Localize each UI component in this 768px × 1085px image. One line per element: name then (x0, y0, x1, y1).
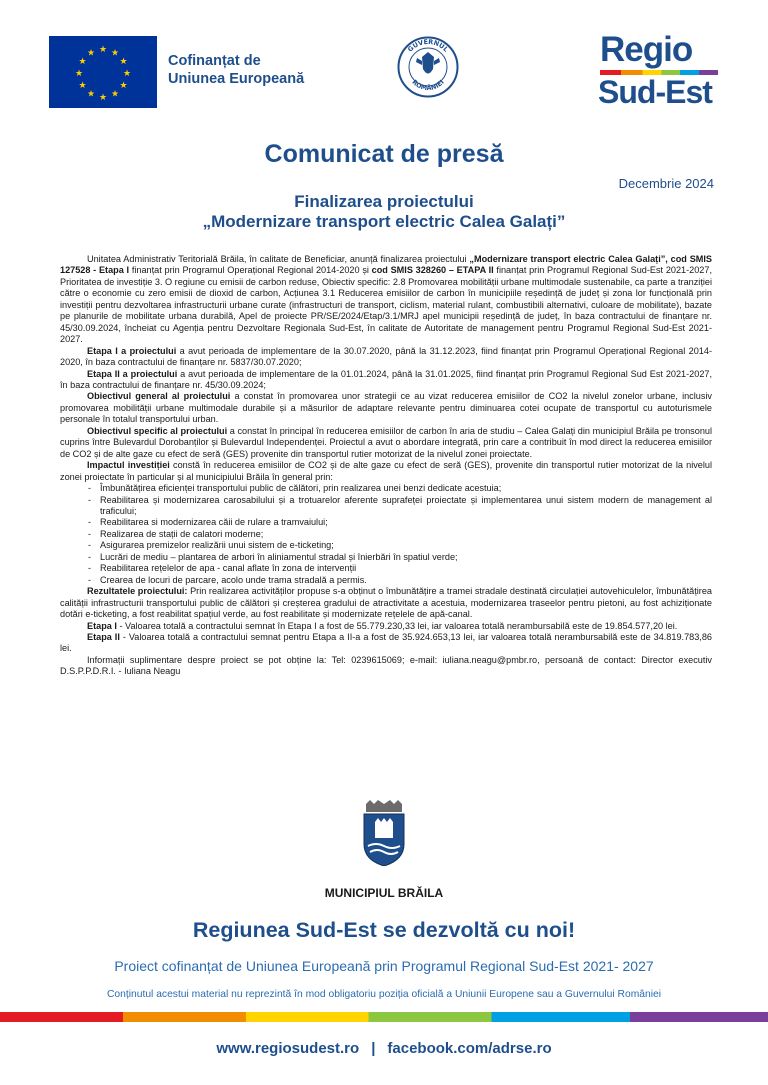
stage1-value-text: - Valoarea totală a contractului semnat în Etapa I a fost de 55.779.230,33 lei, iar valoarea totală nerambursabilă este de 19.854.577,20 lei. (116, 620, 678, 631)
svg-text:★: ★ (98, 45, 108, 55)
svg-text:★: ★ (86, 48, 96, 59)
eu-stars-icon (49, 36, 157, 108)
rainbow-divider (0, 1012, 768, 1022)
list-item: - Realizarea de stații de calatori moderne; (100, 529, 712, 540)
svg-text:★: ★ (78, 81, 87, 91)
braila-crest-icon (360, 800, 408, 866)
results-paragraph (60, 586, 712, 620)
cofinance-statement: Proiect cofinanțat de Uniunea Europeană prin Programul Regional Sud-Est 2021- 2027 (114, 958, 654, 974)
stage2-value-label: Etapa II (87, 631, 120, 642)
specific-objective-paragraph (60, 426, 712, 460)
municipality-name: MUNICIPIUL BRĂILA (324, 886, 444, 900)
impact-list (60, 483, 712, 586)
specific-objective-text: a constat în principal în reducerea emisiilor de carbon în aria de studiu – Calea Galați din municipiul Brăila pe tronsonul cuprins între Bulevardul Dorobanților și Bulevardul Independenței. Proiectul a avut o abordare integrată, prin care a contribuit în mod direct la reducerea emisiilor de CO2 și de alte gaze cu efect de seră (GES) provenite din transportul rutier motorizat de la nivelul zonei proiectate. (60, 425, 712, 459)
intro-paragraph (60, 254, 712, 346)
svg-text:★: ★ (86, 89, 96, 100)
stage2-label: Etapa II a proiectului (87, 368, 178, 379)
regio-sud-est-logo (598, 30, 723, 110)
press-release-body (60, 254, 712, 678)
svg-text:GUVERNUL: GUVERNUL (406, 37, 450, 54)
sud-est-word: Sud-Est (598, 74, 712, 110)
stage1-value-paragraph (60, 621, 712, 632)
results-text: Prin realizarea activităților propuse s-a obținut o îmbunătățire a tramei stradale destinată circulației autovehiculelor, îmbunătățirea calității infrastructurii transportului public de călători și creșterea gradului de atractivitate a acestuia, modernizarea traseelor pentru pietoni, au fost achiziționate dotări e-ticketing, a fost reabilitat spațiul verde, au fost reabilitate și modernizate rețelele de apă-canal. (60, 586, 712, 620)
general-objective-label: Obiectivul general al proiectului (87, 391, 231, 402)
stage2-value-paragraph (60, 632, 712, 655)
subtitle-line1: Finalizarea proiectului (294, 192, 474, 211)
results-label: Rezultatele proiectului: (87, 586, 188, 597)
stage2-text: a avut perioada de implementare de la 01.01.2024, până la 31.01.2025, fiind finanțat prin Programul Regional Sud Est 2021-2027, în baza contractului de finanțare nr. 45/30.09.2024; (60, 368, 713, 390)
eu-flag-logo (49, 36, 157, 108)
stage1-text: a avut perioada de implementare de la 30.07.2020, până la 31.12.2023, fiind finanțat prin Programul Operațional Regional 2014-2020, în baza contractului de finanțare nr. 5837/30.07.2020; (60, 345, 712, 368)
svg-text:ROMÂNIEI: ROMÂNIEI (410, 78, 446, 93)
eu-cofinance-label (168, 52, 304, 88)
svg-text:★: ★ (119, 57, 128, 67)
impact-paragraph (60, 460, 712, 483)
stage2-paragraph (60, 369, 712, 392)
svg-text:★: ★ (78, 57, 87, 67)
svg-text:★: ★ (119, 81, 128, 91)
contact-paragraph: Informații suplimentare despre proiect se pot obține la: Tel: 0239615069; e-mail: iuliana.neagu@pmbr.ro, persoană de contact: Director executiv D.S.P.P.D.R.I. - Iuliana Neagu (60, 654, 712, 677)
impact-text: constă în reducerea emisiilor de CO2 și de alte gaze cu efect de seră (GES), provenite din transportul rutier motorizat de la nivelul zonei proiectate în particular și al municipiului Brăila în general prin: (60, 460, 712, 482)
stage1-paragraph (60, 346, 712, 369)
braila-coat-of-arms (360, 800, 408, 866)
general-objective-text: a constat în promovarea unor strategii ce au vizat reducerea emisiilor de CO2 la nivelul zonelor urbane, inclusiv promovarea mobilității urbane multimodale durabile și a măsurilor de adaptare relevante pentru diminuarea cotei ocupate de transportul cu autoturismele personale în totalul transportului urban. (60, 391, 712, 425)
list-item: - Asigurarea premizelor realizării unui sistem de e-ticketing; (100, 540, 712, 551)
government-crest-icon (397, 36, 459, 98)
general-objective-paragraph (60, 391, 712, 425)
svg-text:★: ★ (110, 89, 120, 100)
list-item: - Lucrări de mediu – plantarea de arbori în aliniamentul stradal și înierbări în spatiul verde; (100, 552, 712, 563)
eu-label-line1: Cofinanțat de (168, 53, 261, 69)
footer-slogan: Regiunea Sud-Est se dezvoltă cu noi! (192, 918, 576, 942)
intro-text: finanțat prin Programul Operațional Regional 2014-2020 și (129, 265, 372, 276)
website-link[interactable]: www.regiosudest.ro (216, 1040, 360, 1057)
page-title: Comunicat de presă (264, 140, 504, 168)
impact-label: Impactul investiției (87, 460, 170, 471)
intro-text: finanțat prin Programul Regional Sud-Est 2021-2027, Prioritatea de investiție 3. O regiune cu emisii de carbon reduse, Obiectiv specific: 2.8 Promovarea mobilității urbane multimodale sustenabile, ca parte a tranziției către o economie cu zero emisii de dioxid de carbon, Acțiunea 3.1 Reducerea emisiilor de carbon în municipiile reședință de județ și zona lor funcțională prin investiții pentru dezvoltarea infrastructurii urbane curate (infrastructuri de transport, ciclism, material rulant, combustibili alternativi, culoare de mobilitate), bazate pe planurile de mobilitate urbana durabilă, Apel de proiecte PR/SE/2024/Etap/3.1/MRJ apel municipii reședință de județ, în baza contractului de finanțare nr. 45/30.09.2024, încheiat cu Agenția pentru Dezvoltare Regionala Sud-Est, în calitate de Autoritate de management pentru Programul Regional Sud-Est 2021-2027. (60, 265, 712, 345)
regio-word: Regio (600, 30, 693, 69)
romanian-government-seal (397, 36, 459, 98)
list-item: - Îmbunătățirea eficienței transportului public de călători, prin realizarea unei benzi dedicate acestuia; (100, 483, 712, 494)
eu-label-line2: Uniunea Europeană (168, 71, 305, 87)
link-separator: | (371, 1040, 376, 1057)
list-item: - Reabilitarea rețelelor de apa - canal aflate în zona de intervenții (100, 563, 712, 574)
stage2-value-text: - Valoarea totală a contractului semnat pentru Etapa a II-a a fost de 35.924.653,13 lei, iar valoarea totală nerambursabilă este de 34.819.783,86 lei. (60, 631, 712, 654)
list-item: - Crearea de locuri de parcare, acolo unde trama stradală a permis. (100, 575, 712, 586)
intro-text: Unitatea Administrativ Teritorială Brăila, în calitate de Beneficiar, anunță finalizarea proiectului (87, 254, 470, 264)
subtitle-line2: „Modernizare transport electric Calea Galați” (202, 212, 566, 231)
svg-text:★: ★ (74, 69, 84, 79)
release-date: Decembrie 2024 (618, 176, 714, 191)
svg-text:★: ★ (110, 48, 120, 59)
specific-objective-label: Obiectivul specific al proiectului (87, 425, 228, 436)
project-name-bold: „Modernizare transport electric Calea Galați”, cod SMIS 127528 - Etapa I (60, 254, 713, 276)
list-item: - Reabilitarea si modernizarea căii de rulare a tramvaiului; (100, 517, 712, 528)
disclaimer-text: Conținutul acestui material nu reprezintă în mod obligatoriu poziția oficială a Uniunii Europene sau a Guvernului României (106, 989, 662, 1000)
contact-links (0, 1040, 768, 1057)
stage1-value-label: Etapa I (87, 620, 117, 631)
list-item: - Reabilitarea și modernizarea carosabilului și a trotuarelor aferente suprafeței proiectate și implementarea unui sistem modern de management al traficului; (100, 495, 712, 518)
svg-text:★: ★ (122, 69, 132, 79)
facebook-link[interactable]: facebook.com/adrse.ro (387, 1040, 552, 1057)
svg-text:★: ★ (98, 93, 108, 103)
stage1-label: Etapa I a proiectului (87, 345, 177, 356)
smis-code-bold: cod SMIS 328260 – ETAPA II (371, 265, 494, 276)
